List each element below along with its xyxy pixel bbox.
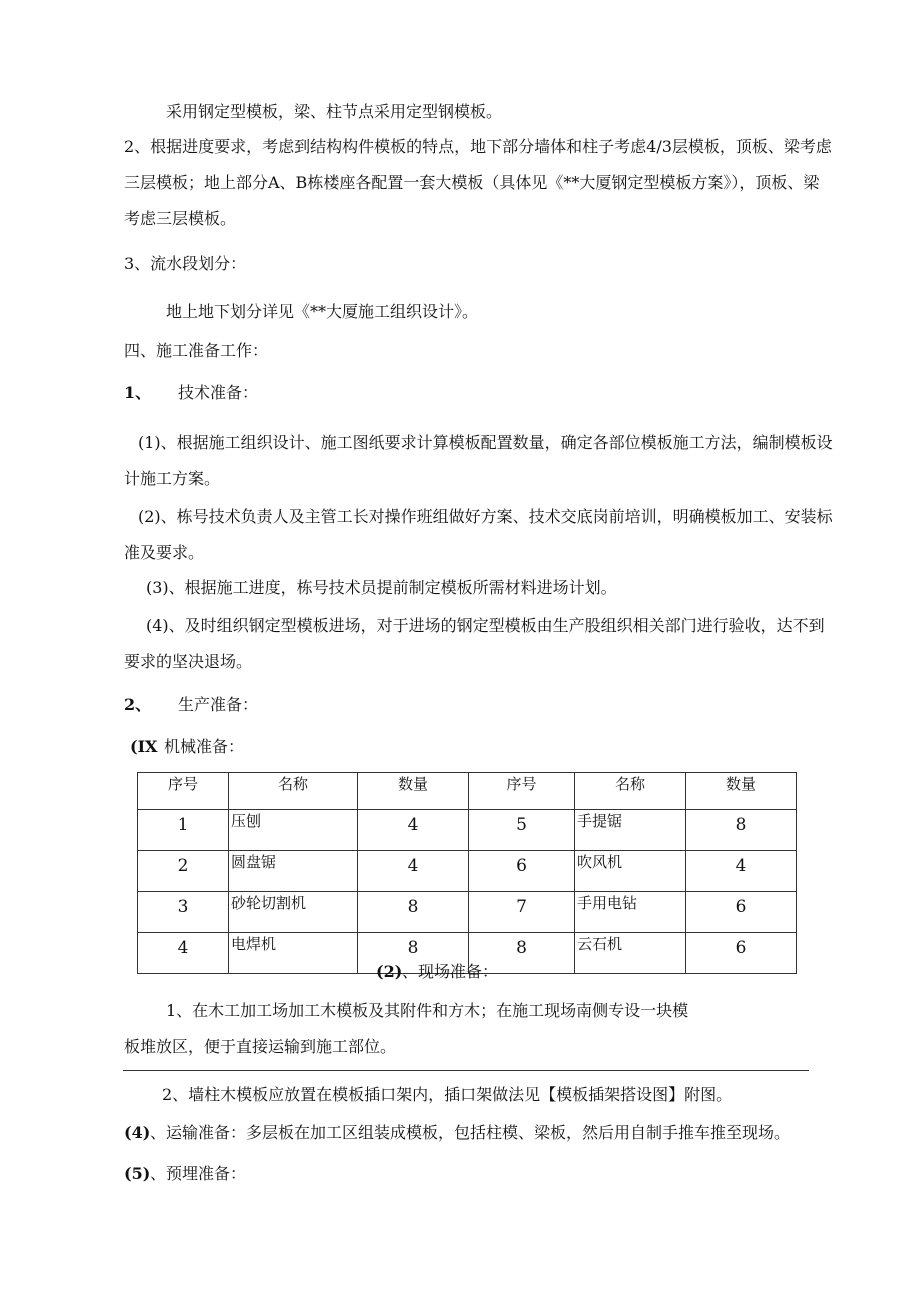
paragraph-progress-line-3: 考虑三层模板。 xyxy=(124,209,237,228)
table-cell: 4 xyxy=(358,851,469,892)
table-cell: 压刨 xyxy=(229,810,358,851)
table-cell: 手提锯 xyxy=(575,810,686,851)
table-cell: 8 xyxy=(469,933,575,974)
table-cell: 2 xyxy=(138,851,229,892)
machinery-table xyxy=(137,772,797,974)
paragraph-steel-formwork: 采用钢定型模板，梁、柱节点采用定型钢模板。 xyxy=(166,102,503,121)
embed-prep-heading: 、预埋准备： xyxy=(150,1164,247,1183)
site-item-1-line-2: 板堆放区，便于直接运输到施工部位。 xyxy=(124,1037,397,1056)
horizontal-divider xyxy=(123,1070,809,1071)
table-header-cell: 序号 xyxy=(469,773,575,810)
table-cell: 4 xyxy=(686,851,797,892)
table-cell: 4 xyxy=(138,933,229,974)
table-cell: 1 xyxy=(138,810,229,851)
heading-flow-section: 3、流水段划分： xyxy=(124,254,247,273)
embed-prep-number: (5) xyxy=(124,1164,151,1183)
transport-prep-text: 、运输准备：多层板在加工区组装成模板，包括柱模、梁板，然后用自制手推车推至现场。 xyxy=(150,1123,791,1142)
table-row xyxy=(138,892,797,933)
site-prep-heading: 、现场准备： xyxy=(402,962,499,981)
heading-preparation: 四、施工准备工作： xyxy=(124,341,269,360)
table-header-cell: 名称 xyxy=(575,773,686,810)
table-cell: 8 xyxy=(358,933,469,974)
table-cell: 吹风机 xyxy=(575,851,686,892)
mechanical-prep-number: (IX xyxy=(130,737,158,756)
table-header-cell: 序号 xyxy=(138,773,229,810)
table-header-cell: 数量 xyxy=(358,773,469,810)
table-cell: 圆盘锯 xyxy=(229,851,358,892)
transport-prep-number: (4) xyxy=(124,1123,151,1142)
table-row xyxy=(138,810,797,851)
table-cell: 砂轮切割机 xyxy=(229,892,358,933)
heading-tech-number: 1、 xyxy=(124,383,152,402)
table-cell: 6 xyxy=(469,851,575,892)
heading-production-prep: 生产准备： xyxy=(178,695,259,714)
heading-tech-prep: 技术准备： xyxy=(178,383,259,402)
table-cell: 6 xyxy=(686,933,797,974)
table-cell: 手用电钻 xyxy=(575,892,686,933)
table-cell: 电焊机 xyxy=(229,933,358,974)
table-cell: 5 xyxy=(469,810,575,851)
tech-item-1-line-2: 计施工方案。 xyxy=(124,469,221,488)
table-header-row xyxy=(138,773,797,810)
table-row xyxy=(138,851,797,892)
table-cell: 8 xyxy=(686,810,797,851)
tech-item-4-line-2: 要求的坚决退场。 xyxy=(124,652,253,671)
table-cell: 3 xyxy=(138,892,229,933)
table-cell: 8 xyxy=(358,892,469,933)
mechanical-prep-heading: 机械准备： xyxy=(164,737,245,756)
tech-item-4-line-1: (4)、及时组织钢定型模板进场，对于进场的钢定型模板由生产股组织相关部门进行验收，达不到 xyxy=(146,616,825,635)
table-cell: 4 xyxy=(358,810,469,851)
tech-item-1-line-1: (1)、根据施工组织设计、施工图纸要求计算模板配置数量，确定各部位模板施工方法，编制模板设 xyxy=(138,433,833,452)
table-header-cell: 数量 xyxy=(686,773,797,810)
tech-item-2-line-1: (2)、栋号技术负责人及主管工长对操作班组做好方案、技术交底岗前培训，明确模板加工、安装标 xyxy=(138,507,833,526)
table-cell: 云石机 xyxy=(575,933,686,974)
tech-item-2-line-2: 准及要求。 xyxy=(124,543,205,562)
site-item-2: 2、墙柱木模板应放置在模板插口架内，插口架做法见【模板插架搭设图】附图。 xyxy=(162,1085,733,1104)
paragraph-progress-line-2: 三层模板；地上部分A、B栋楼座各配置一套大模板（具体见《**大厦钢定型模板方案》），顶板、梁 xyxy=(124,173,820,192)
paragraph-flow-detail: 地上地下划分详见《**大厦施工组织设计》。 xyxy=(166,302,479,321)
table-cell: 7 xyxy=(469,892,575,933)
table-cell: 6 xyxy=(686,892,797,933)
site-item-1-line-1: 1、在木工加工场加工木模板及其附件和方木；在施工现场南侧专设一块模 xyxy=(166,1001,689,1020)
tech-item-3: (3)、根据施工进度，栋号技术员提前制定模板所需材料进场计划。 xyxy=(146,578,617,597)
paragraph-progress-line-1: 2、根据进度要求，考虑到结构构件模板的特点，地下部分墙体和柱子考虑4/3层模板，顶板、梁考虑 xyxy=(124,137,832,156)
site-prep-number: (2) xyxy=(376,962,403,981)
table-header-cell: 名称 xyxy=(229,773,358,810)
heading-production-number: 2、 xyxy=(124,695,152,714)
